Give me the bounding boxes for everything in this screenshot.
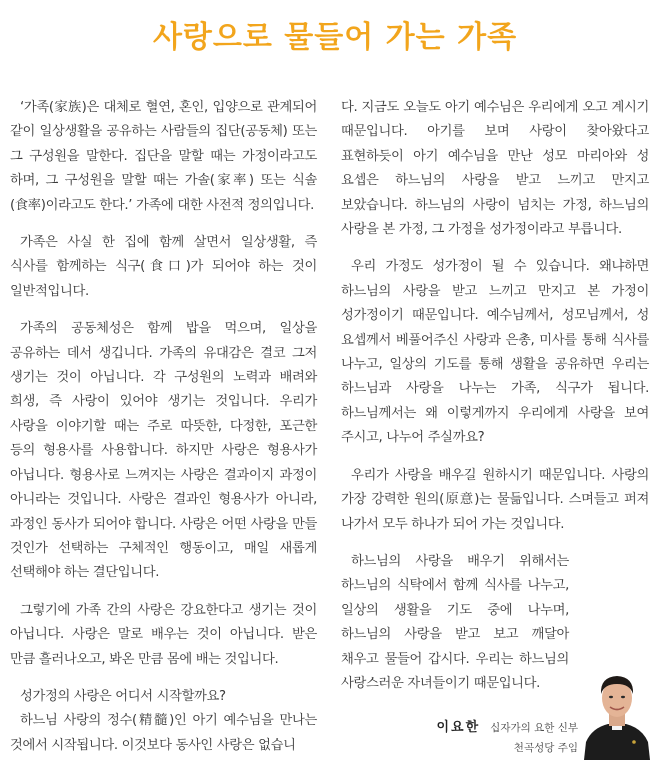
author-credit [398, 718, 578, 758]
author-role: 십자가의 요한 신부 [490, 722, 578, 734]
author-name: 이요한 [436, 720, 481, 735]
article-right-column [341, 96, 649, 709]
author-parish: 천곡성당 주임 [513, 742, 578, 754]
paragraph-holy-family: 다. 지금도 오늘도 아기 예수님은 우리에게 오고 계시기 때문입니다. 아기를 보며 사랑이 찾아왔다고 표현하듯이 아기 예수님을 만난 성모 마리아와 성 요셉은 하느님의 사랑을 받고 느끼고 만지고 보았습니다. 하느님의 사랑이 넘치는 가정, 하느님의 사랑을 본 가정, 그 가정을 성가정이라고 부릅니다. [341, 100, 649, 238]
paragraph-community: 가족의 공동체성은 함께 밥을 먹으며, 일상을 공유하는 데서 생깁니다. 가족의 유대감은 결코 그저 생기는 것이 아닙니다. 각 구성원의 노력과 배려와 희생, 즉 사랑이 있어야 생기는 것입니다. 우리가 사랑을 이야기할 때는 주로 따뜻한, 다정한, 포근한 등의 형용사를 사용합니다. 하지만 사랑은 형용사가 아닙니다. 형용사로 느껴지는 사랑은 결과이지 과정이 아니라는 것입니다. 사랑은 결과인 형용사가 아니라, 과정인 동사가 되어야 합니다. 사랑은 어떤 사랑을 만들 것인가 선택하는 구체적인 행동이고, 매일 새롭게 선택해야 하는 결단입니다. [10, 321, 317, 581]
paragraph-baby-jesus: 하느님 사랑의 정수(精髓)인 아기 예수님을 만나는 것에서 시작됩니다. 이것보다 동사인 사랑은 없습니 [10, 713, 317, 753]
paragraph-sikgu: 가족은 사실 한 집에 함께 살면서 일상생활, 즉 식사를 함께하는 식구(食口)가 되어야 하는 것이 일반적입니다. [10, 235, 317, 299]
paragraph-dictionary-definition: ‘가족(家族)은 대체로 혈연, 혼인, 입양으로 관계되어 같이 일상생활을 공유하는 사람들의 집단(공동체) 또는 그 구성원을 말한다. 집단을 말할 때는 가정이라고도 하며, 그 구성원을 말할 때는 가솔(家率) 또는 식솔(食率)이라고도 한다.’ 가족에 대한 사전적 정의입니다. [10, 100, 317, 213]
paragraph-conclusion: 하느님의 사랑을 배우기 위해서는 하느님의 식탁에서 함께 식사를 나누고, 일상의 생활을 기도 중에 나누며, 하느님의 사랑을 받고 보고 깨달아 채우고 물들어 갑시다. 우리는 하느님의 사랑스러운 자녀들이기 때문입니다. [341, 553, 569, 691]
article-left-column [10, 96, 317, 771]
author-photo [582, 664, 652, 760]
paragraph-our-family: 우리 가정도 성가정이 될 수 있습니다. 왜냐하면 하느님의 사랑을 받고 느끼고 만지고 본 가정이 성가정이기 때문입니다. 예수님께서, 성모님께서, 성 요셉께서 베풀어주신 사랑과 은총, 미사를 통해 식사를 나누고, 일상의 기도를 통해 생활을 공유하면 우리는 하느님과 사랑을 나누는 가족, 식구가 됩니다. 하느님께서는 왜 이렇게까지 우리에게 사랑을 보여 주시고, 나누어 주실까요? [341, 259, 649, 446]
paragraph-learn-love: 우리가 사랑을 배우길 원하시기 때문입니다. 사랑의 가장 강력한 원의(原意)는 물듦입니다. 스며들고 퍼져 나가서 모두 하나가 되어 가는 것입니다. [341, 467, 649, 532]
paragraph-love-not-forced: 그렇기에 가족 간의 사랑은 강요한다고 생기는 것이 아닙니다. 사랑은 말로 배우는 것이 아닙니다. 받은 만큼 흘러나오고, 봐온 만큼 몸에 배는 것입니다. [10, 602, 317, 667]
article-title: 사랑으로 물들어 가는 가족 [152, 20, 518, 55]
paragraph-question: 성가정의 사랑은 어디서 시작할까요? [20, 688, 226, 704]
